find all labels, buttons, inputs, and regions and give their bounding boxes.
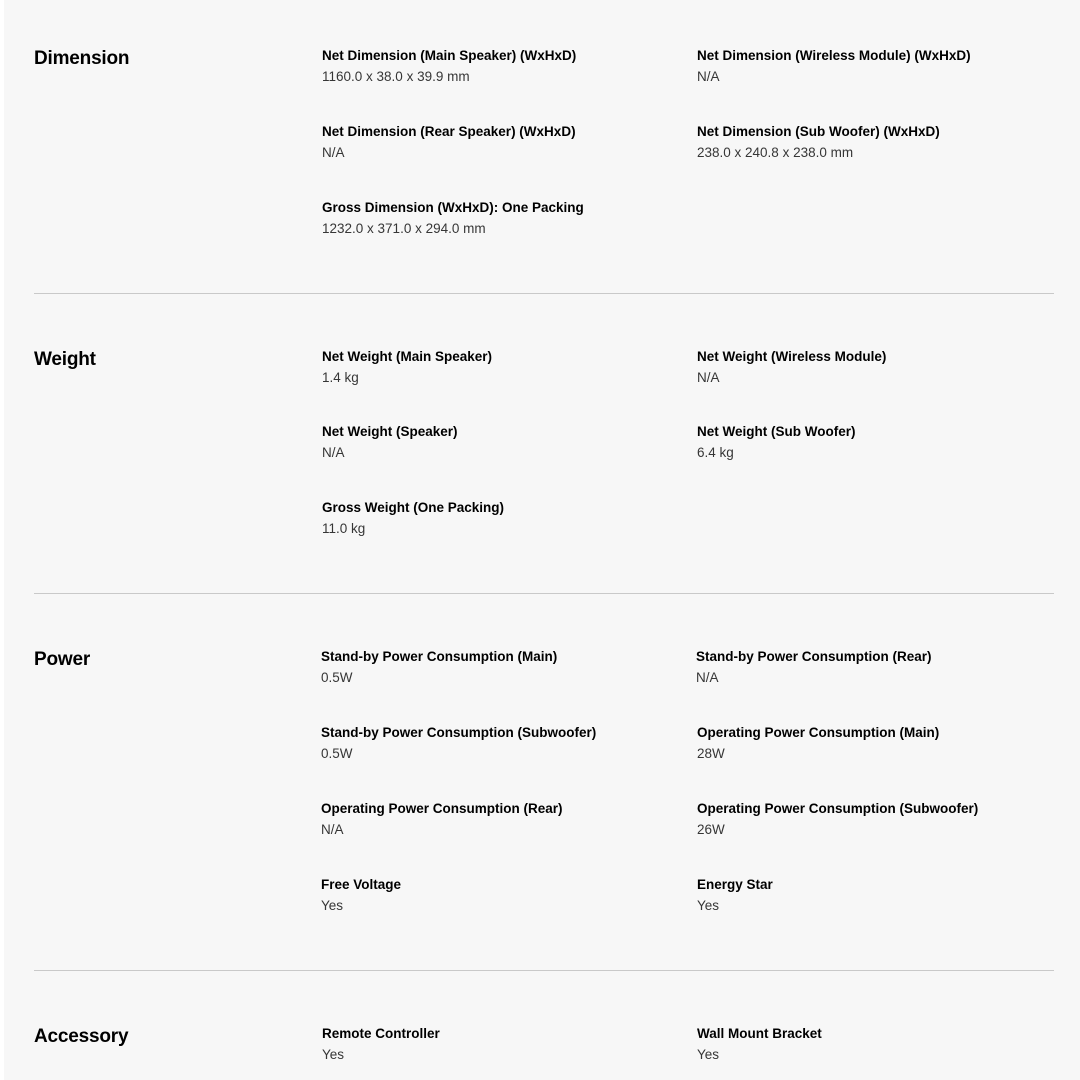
spec-value: N/A <box>696 670 719 685</box>
spec-operating-subwoofer <box>697 800 1057 839</box>
spec-net-dimension-rear <box>322 123 682 162</box>
section-dimension <box>34 0 1054 293</box>
spec-value: 238.0 x 240.8 x 238.0 mm <box>697 145 854 160</box>
spec-gross-dimension <box>322 199 682 238</box>
spec-value: 11.0 kg <box>322 521 366 536</box>
spec-label: Net Weight (Speaker) <box>322 424 458 439</box>
section-weight <box>34 294 1054 593</box>
spec-value: N/A <box>697 370 720 385</box>
spec-label: Net Weight (Sub Woofer) <box>697 424 856 439</box>
spec-net-weight-subwoofer <box>697 423 1057 462</box>
spec-value: 26W <box>697 822 725 837</box>
section-title-power: Power <box>34 649 91 670</box>
spec-label: Free Voltage <box>321 877 402 892</box>
spec-label: Net Dimension (Wireless Module) (WxHxD) <box>697 48 971 63</box>
spec-label: Net Dimension (Sub Woofer) (WxHxD) <box>697 124 940 139</box>
spec-remote-controller <box>322 1025 682 1064</box>
spec-net-dimension-main <box>322 47 682 86</box>
spec-net-dimension-subwoofer <box>697 123 1057 162</box>
spec-value: Yes <box>697 898 720 913</box>
spec-label: Net Dimension (Rear Speaker) (WxHxD) <box>322 124 576 139</box>
spec-operating-rear <box>321 800 681 839</box>
spec-value: Yes <box>321 898 344 913</box>
spec-standby-rear <box>696 648 1056 687</box>
spec-value: N/A <box>697 69 720 84</box>
spec-value: Yes <box>697 1047 720 1062</box>
spec-value: 28W <box>697 746 725 761</box>
spec-label: Stand-by Power Consumption (Main) <box>321 649 558 664</box>
spec-label: Net Weight (Main Speaker) <box>322 349 493 364</box>
section-title-accessory: Accessory <box>34 1026 129 1047</box>
spec-value: Yes <box>322 1047 345 1062</box>
spec-value: 1.4 kg <box>322 370 359 385</box>
spec-label: Wall Mount Bracket <box>697 1026 822 1041</box>
spec-label: Energy Star <box>697 877 773 892</box>
spec-label: Operating Power Consumption (Rear) <box>321 801 563 816</box>
spec-standby-subwoofer <box>321 724 681 763</box>
spec-label: Operating Power Consumption (Subwoofer) <box>697 801 979 816</box>
section-title-weight: Weight <box>34 349 96 370</box>
spec-value: 6.4 kg <box>697 445 734 460</box>
spec-free-voltage <box>321 876 681 915</box>
spec-label: Remote Controller <box>322 1026 440 1041</box>
spec-value: N/A <box>322 445 345 460</box>
spec-value: 1160.0 x 38.0 x 39.9 mm <box>322 69 470 84</box>
spec-gross-weight <box>322 499 682 538</box>
spec-net-weight-main <box>322 348 682 387</box>
spec-operating-main <box>697 724 1057 763</box>
spec-label: Gross Dimension (WxHxD): One Packing <box>322 200 584 215</box>
spec-value: 0.5W <box>321 746 353 761</box>
spec-net-weight-speaker <box>322 423 682 462</box>
spec-value: 1232.0 x 371.0 x 294.0 mm <box>322 221 486 236</box>
spec-net-weight-wireless <box>697 348 1057 387</box>
spec-label: Net Dimension (Main Speaker) (WxHxD) <box>322 48 577 63</box>
spec-value: N/A <box>321 822 344 837</box>
spec-wall-mount-bracket <box>697 1025 1057 1064</box>
spec-label: Stand-by Power Consumption (Subwoofer) <box>321 725 597 740</box>
spec-net-dimension-wireless <box>697 47 1057 86</box>
section-accessory <box>34 971 1054 1080</box>
spec-value: 0.5W <box>321 670 353 685</box>
spec-standby-main <box>321 648 681 687</box>
spec-value: N/A <box>322 145 345 160</box>
spec-label: Gross Weight (One Packing) <box>322 500 505 515</box>
spec-page <box>4 0 1080 1080</box>
spec-label: Stand-by Power Consumption (Rear) <box>696 649 932 664</box>
section-power <box>34 594 1054 970</box>
spec-energy-star <box>697 876 1057 915</box>
section-title-dimension: Dimension <box>34 48 130 69</box>
spec-label: Operating Power Consumption (Main) <box>697 725 940 740</box>
spec-label: Net Weight (Wireless Module) <box>697 349 887 364</box>
